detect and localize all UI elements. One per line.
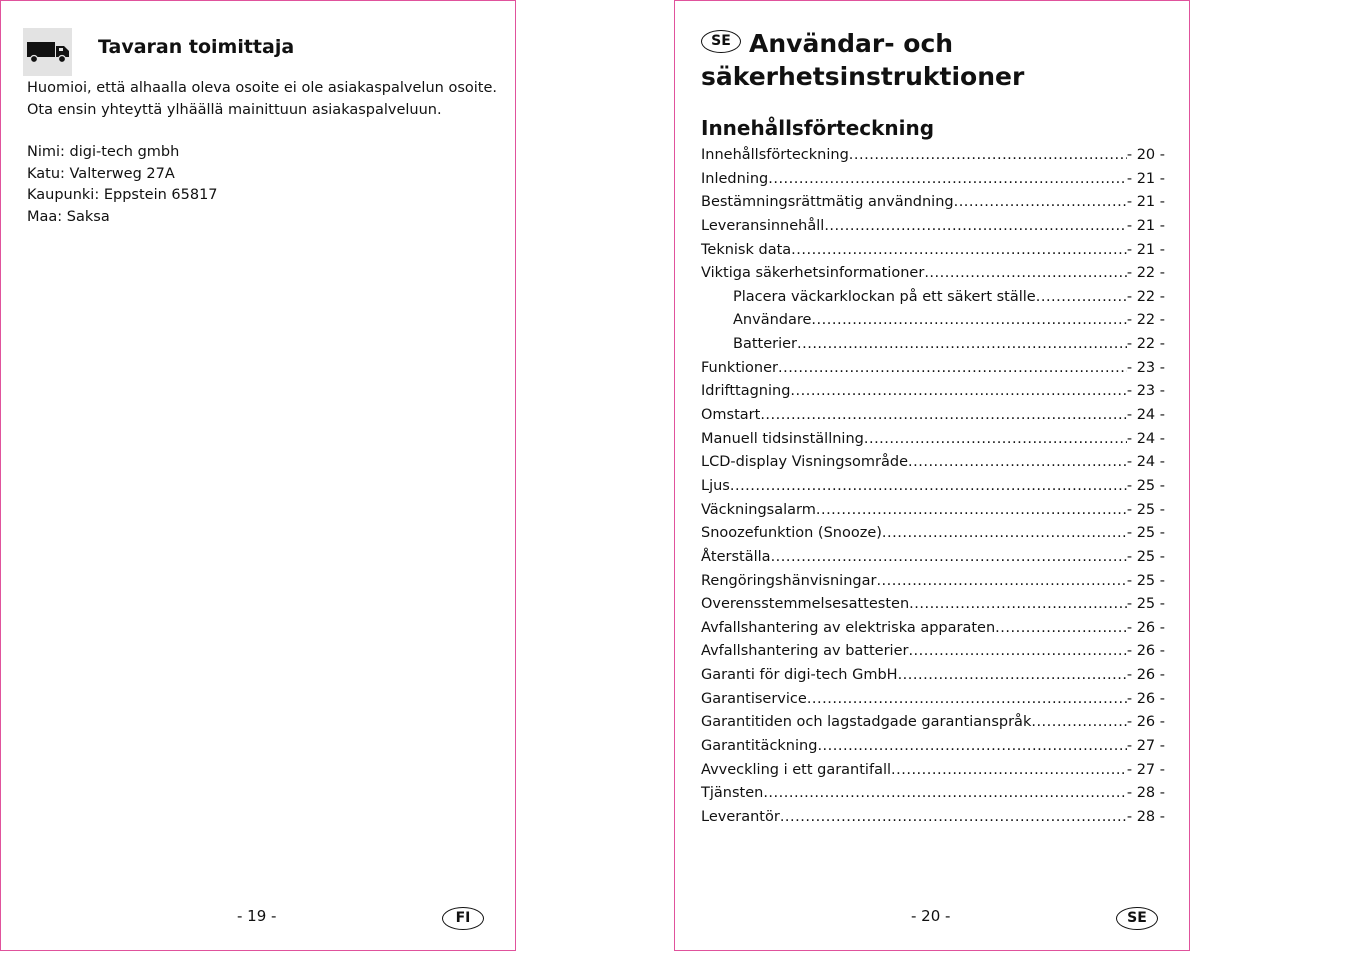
toc-entry-page: - 20 - bbox=[1126, 147, 1165, 163]
toc-entry-page: - 25 - bbox=[1126, 572, 1165, 589]
toc-leader-dots bbox=[730, 478, 1127, 494]
toc-leader-dots bbox=[876, 573, 1126, 589]
toc-entry-title: Batterier bbox=[733, 336, 797, 353]
page-title bbox=[701, 27, 1171, 93]
toc-leader-dots bbox=[807, 691, 1127, 707]
toc-entry[interactable] bbox=[701, 714, 1165, 738]
toc-leader-dots bbox=[760, 407, 1127, 423]
toc-entry[interactable] bbox=[701, 502, 1165, 526]
toc-leader-dots bbox=[817, 738, 1126, 754]
toc-entry-title: Snoozefunktion (Snooze) bbox=[701, 525, 882, 542]
toc-leader-dots bbox=[1031, 714, 1127, 730]
toc-entry-page: - 23 - bbox=[1126, 359, 1165, 376]
toc-leader-dots bbox=[924, 265, 1127, 281]
toc-entry-page: - 21 - bbox=[1126, 194, 1165, 211]
toc-entry-title: Innehållsförteckning bbox=[701, 147, 849, 163]
language-badge: FI bbox=[442, 907, 484, 930]
toc-entry-title: Avfallshantering av elektriska apparaten bbox=[701, 619, 996, 636]
toc-entry-page: - 25 - bbox=[1126, 477, 1165, 494]
toc-leader-dots bbox=[864, 431, 1127, 447]
toc-entry-title: Idrifttagning bbox=[701, 383, 791, 400]
toc-heading: Innehållsförteckning bbox=[701, 116, 935, 140]
toc-entry[interactable] bbox=[701, 573, 1165, 597]
toc-entry-title: Avveckling i ett garantifall bbox=[701, 761, 892, 778]
language-badge: SE bbox=[1116, 907, 1158, 930]
toc-entry-page: - 22 - bbox=[1126, 312, 1165, 329]
toc-entry-page: - 22 - bbox=[1126, 288, 1165, 305]
page-number: - 20 - bbox=[911, 907, 951, 925]
toc-entry[interactable] bbox=[701, 242, 1165, 266]
toc-entry-title: Manuell tidsinställning bbox=[701, 430, 864, 447]
toc-entry-title: Avfallshantering av batterier bbox=[701, 643, 909, 660]
toc-entry-page: - 22 - bbox=[1126, 265, 1165, 282]
toc-entry[interactable] bbox=[701, 265, 1165, 289]
toc-entry-page: - 26 - bbox=[1126, 690, 1165, 707]
toc-entry[interactable] bbox=[701, 596, 1165, 620]
toc-entry-page: - 22 - bbox=[1126, 336, 1165, 353]
toc-entry[interactable] bbox=[701, 289, 1165, 313]
toc-entry[interactable] bbox=[701, 147, 1165, 171]
toc-entry-title: Bestämningsrättmätig användning bbox=[701, 194, 954, 211]
toc-leader-dots bbox=[898, 667, 1127, 683]
toc-entry-title: Omstart bbox=[701, 407, 761, 424]
toc-entry-title: Placera väckarklockan på ett säkert ställe bbox=[733, 288, 1036, 305]
toc-entry-page: - 26 - bbox=[1126, 667, 1165, 684]
toc-entry-title: Funktioner bbox=[701, 359, 778, 376]
toc-entry-page: - 24 - bbox=[1126, 407, 1165, 424]
toc-entry-title: Overensstemmelsesattesten bbox=[701, 596, 910, 613]
toc-leader-dots bbox=[891, 762, 1127, 778]
toc-entry-page: - 26 - bbox=[1126, 619, 1165, 636]
address-line: Maa: Saksa bbox=[27, 208, 110, 225]
toc-entry-page: - 21 - bbox=[1126, 170, 1165, 187]
toc-entry-title: Användare bbox=[733, 312, 812, 329]
toc-entry-page: - 27 - bbox=[1126, 738, 1165, 755]
toc-entry-page: - 24 - bbox=[1126, 454, 1165, 471]
toc-entry[interactable] bbox=[701, 431, 1165, 455]
toc-entry-title: Viktiga säkerhetsinformationer bbox=[701, 265, 925, 282]
toc-entry-title: Tjänsten bbox=[701, 785, 764, 802]
toc-entry[interactable] bbox=[701, 454, 1165, 478]
toc-entry-page: - 26 - bbox=[1126, 714, 1165, 731]
toc-entry[interactable] bbox=[701, 667, 1165, 691]
toc-entry-title: Återställa bbox=[701, 548, 771, 565]
toc-leader-dots bbox=[995, 620, 1127, 636]
toc-leader-dots bbox=[790, 383, 1126, 399]
toc-entry[interactable] bbox=[701, 312, 1165, 336]
toc-entry[interactable] bbox=[701, 360, 1165, 384]
toc-entry[interactable] bbox=[701, 194, 1165, 218]
toc-leader-dots bbox=[778, 360, 1127, 376]
toc-entry-title: Väckningsalarm bbox=[701, 501, 816, 518]
toc-leader-dots bbox=[797, 336, 1127, 352]
toc-entry-title: Garanti för digi-tech GmbH bbox=[701, 667, 898, 684]
toc-entry[interactable] bbox=[701, 171, 1165, 195]
toc-leader-dots bbox=[882, 525, 1127, 541]
toc-leader-dots bbox=[849, 147, 1127, 163]
toc-entry-page: - 28 - bbox=[1126, 785, 1165, 802]
supplier-text bbox=[27, 78, 507, 228]
toc-leader-dots bbox=[909, 596, 1127, 612]
toc-leader-dots bbox=[763, 785, 1127, 801]
toc-entry-page: - 25 - bbox=[1126, 596, 1165, 613]
right-page bbox=[674, 0, 1190, 951]
notice-line: Huomioi, että alhaalla oleva osoite ei ole asiakaspalvelun osoite. bbox=[27, 80, 497, 96]
supplier-heading: Tavaran toimittaja bbox=[98, 36, 295, 58]
toc-entry[interactable] bbox=[701, 620, 1165, 644]
left-page bbox=[0, 0, 516, 951]
address-line: Katu: Valterweg 27A bbox=[27, 165, 175, 182]
toc-entry-page: - 28 - bbox=[1126, 808, 1165, 825]
toc-entry[interactable] bbox=[701, 218, 1165, 242]
toc-entry-page: - 21 - bbox=[1126, 217, 1165, 234]
toc-leader-dots bbox=[908, 454, 1127, 470]
toc-entry-page: - 23 - bbox=[1126, 383, 1165, 400]
toc-entry[interactable] bbox=[701, 785, 1165, 809]
toc-leader-dots bbox=[791, 242, 1127, 258]
toc-entry-page: - 25 - bbox=[1126, 548, 1165, 565]
table-of-contents bbox=[701, 147, 1165, 833]
toc-entry-title: Rengöringshänvisningar bbox=[701, 572, 877, 589]
toc-entry[interactable] bbox=[701, 809, 1165, 833]
toc-entry-title: Garantitiden och lagstadgade garantianspråk bbox=[701, 714, 1032, 731]
toc-entry-page: - 27 - bbox=[1126, 761, 1165, 778]
toc-entry-title: Garantiservice bbox=[701, 690, 807, 707]
toc-entry-title: Teknisk data bbox=[701, 241, 792, 258]
address-line: Nimi: digi-tech gmbh bbox=[27, 144, 180, 160]
toc-leader-dots bbox=[768, 171, 1127, 187]
toc-leader-dots bbox=[816, 502, 1127, 518]
toc-entry-title: Leveransinnehåll bbox=[701, 217, 825, 234]
toc-entry[interactable] bbox=[701, 643, 1165, 667]
toc-entry-title: Ljus bbox=[701, 477, 730, 494]
truck-icon bbox=[23, 28, 72, 76]
toc-entry[interactable] bbox=[701, 549, 1165, 573]
toc-leader-dots bbox=[771, 549, 1127, 565]
toc-entry-page: - 21 - bbox=[1126, 241, 1165, 258]
toc-entry-title: LCD-display Visningsområde bbox=[701, 454, 909, 471]
page-number: - 19 - bbox=[237, 907, 277, 925]
toc-entry[interactable] bbox=[701, 738, 1165, 762]
toc-entry-title: Leverantör bbox=[701, 808, 780, 825]
toc-entry-page: - 25 - bbox=[1126, 525, 1165, 542]
toc-entry-page: - 25 - bbox=[1126, 501, 1165, 518]
toc-entry[interactable] bbox=[701, 762, 1165, 786]
toc-entry[interactable] bbox=[701, 478, 1165, 502]
toc-entry-title: Garantitäckning bbox=[701, 738, 818, 755]
toc-leader-dots bbox=[908, 643, 1126, 659]
toc-entry[interactable] bbox=[701, 336, 1165, 360]
language-badge-title: SE bbox=[701, 30, 741, 53]
toc-leader-dots bbox=[1036, 289, 1127, 305]
toc-leader-dots bbox=[824, 218, 1127, 234]
toc-leader-dots bbox=[954, 194, 1127, 210]
toc-leader-dots bbox=[780, 809, 1127, 825]
notice-line: Ota ensin yhteyttä ylhäällä mainittuun asiakaspalveluun. bbox=[27, 101, 442, 118]
toc-entry[interactable] bbox=[701, 525, 1165, 549]
toc-leader-dots bbox=[811, 312, 1126, 328]
toc-entry-page: - 26 - bbox=[1126, 643, 1165, 660]
toc-entry[interactable] bbox=[701, 383, 1165, 407]
title-line: Användar- och bbox=[749, 29, 954, 58]
address-line: Kaupunki: Eppstein 65817 bbox=[27, 187, 218, 203]
toc-entry-page: - 24 - bbox=[1126, 430, 1165, 447]
title-line: säkerhetsinstruktioner bbox=[701, 62, 1025, 91]
toc-entry-title: Inledning bbox=[701, 170, 769, 187]
toc-entry[interactable] bbox=[701, 407, 1165, 431]
toc-entry[interactable] bbox=[701, 691, 1165, 715]
